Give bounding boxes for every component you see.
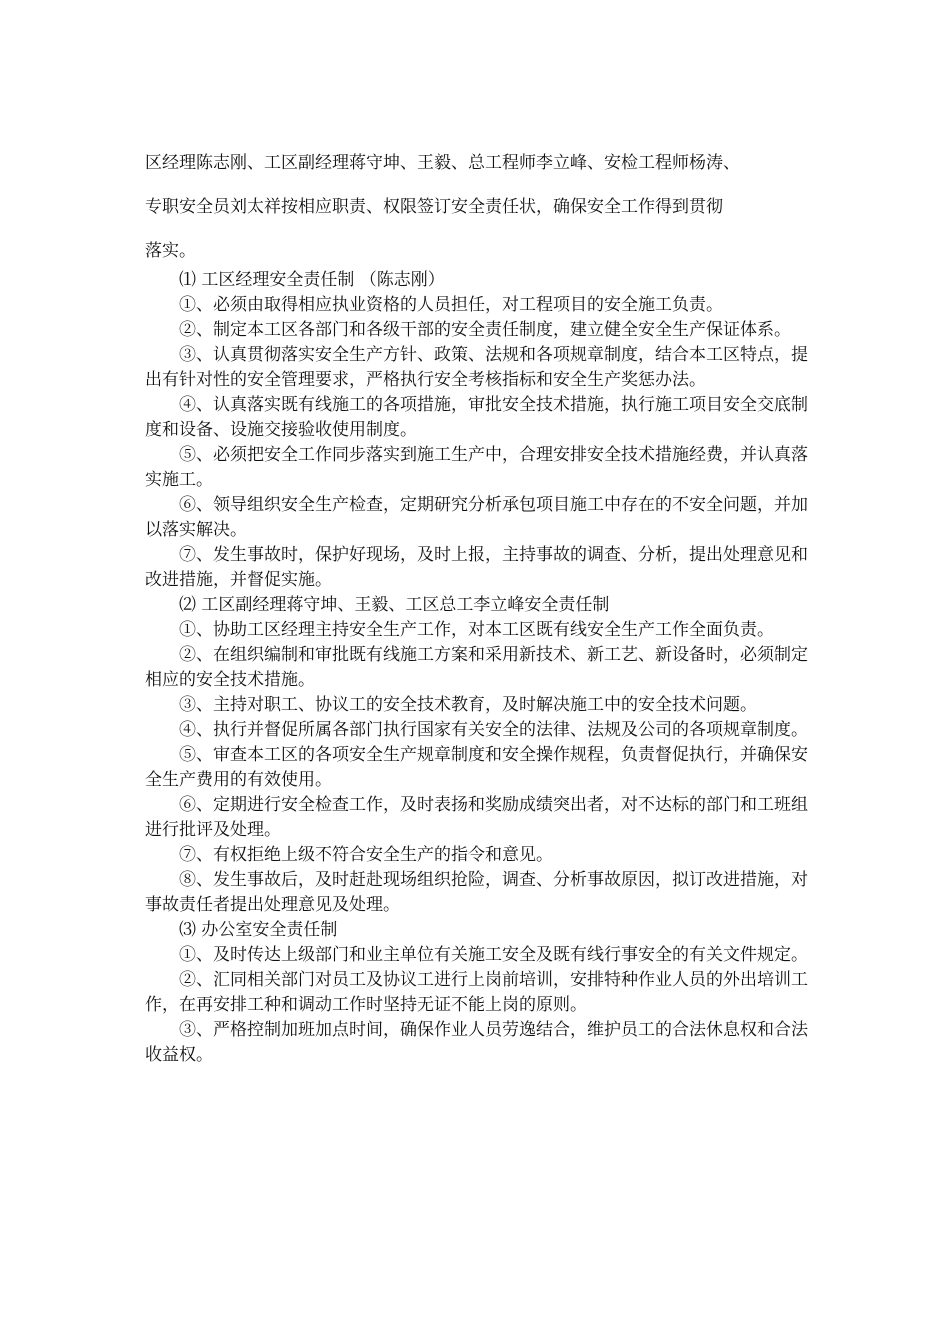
list-item: ②、在组织编制和审批既有线施工方案和采用新技术、新工艺、新设备时，必须制定相应的安全技术措施。 — [145, 645, 808, 690]
list-item: ⑤、审查本工区的各项安全生产规章制度和安全操作规程，负责督促执行，并确保安全生产费用的有效使用。 — [145, 745, 808, 790]
section-heading: ⑴ 工区经理安全责任制 （陈志刚） — [179, 270, 445, 290]
list-item: ⑦、发生事故时，保护好现场，及时上报，主持事故的调查、分析，提出处理意见和改进措施，并督促实施。 — [145, 545, 808, 590]
list-item: ②、汇同相关部门对员工及协议工进行上岗前培训，安排特种作业人员的外出培训工作，在再安排工种和调动工作时坚持无证不能上岗的原则。 — [145, 970, 808, 1015]
list-item: ①、必须由取得相应执业资格的人员担任，对工程项目的安全施工负责。 — [179, 295, 723, 315]
list-item: ⑥、定期进行安全检查工作，及时表扬和奖励成绩突出者，对不达标的部门和工班组进行批评及处理。 — [145, 795, 808, 840]
section-heading: ⑵ 工区副经理蒋守坤、王毅、工区总工李立峰安全责任制 — [179, 595, 610, 615]
list-item: ⑤、必须把安全工作同步落实到施工生产中，合理安排安全技术措施经费，并认真落实施工。 — [145, 445, 808, 490]
list-item: ③、主持对职工、协议工的安全技术教育，及时解决施工中的安全技术问题。 — [179, 695, 757, 715]
intro-line: 专职安全员刘太祥按相应职责、权限签订安全责任状，确保安全工作得到贯彻 — [145, 197, 723, 217]
list-item: ④、执行并督促所属各部门执行国家有关安全的法律、法规及公司的各项规章制度。 — [179, 720, 808, 740]
intro-line: 区经理陈志刚、工区副经理蒋守坤、王毅、总工程师李立峰、安检工程师杨涛、 — [145, 153, 740, 173]
list-item: ①、及时传达上级部门和业主单位有关施工安全及既有线行事安全的有关文件规定。 — [179, 945, 808, 965]
list-item: ⑧、发生事故后，及时赶赴现场组织抢险，调查、分析事故原因，拟订改进措施，对事故责任者提出处理意见及处理。 — [145, 870, 808, 915]
document-body — [145, 268, 815, 1068]
section-heading: ⑶ 办公室安全责任制 — [179, 920, 338, 940]
list-item: ①、协助工区经理主持安全生产工作，对本工区既有线安全生产工作全面负责。 — [179, 620, 774, 640]
list-item: ③、认真贯彻落实安全生产方针、政策、法规和各项规章制度，结合本工区特点，提出有针对性的安全管理要求，严格执行安全考核指标和安全生产奖惩办法。 — [145, 345, 808, 390]
list-item: ③、严格控制加班加点时间，确保作业人员劳逸结合，维护员工的合法休息权和合法收益权。 — [145, 1020, 808, 1065]
list-item: ⑦、有权拒绝上级不符合安全生产的指令和意见。 — [179, 845, 553, 865]
intro-line: 落实。 — [145, 241, 196, 261]
list-item: ④、认真落实既有线施工的各项措施，审批安全技术措施，执行施工项目安全交底制度和设备、设施交接验收使用制度。 — [145, 395, 808, 440]
intro-paragraph — [145, 141, 825, 273]
list-item: ⑥、领导组织安全生产检查，定期研究分析承包项目施工中存在的不安全问题，并加以落实解决。 — [145, 495, 808, 540]
list-item: ②、制定本工区各部门和各级干部的安全责任制度，建立健全安全生产保证体系。 — [179, 320, 791, 340]
